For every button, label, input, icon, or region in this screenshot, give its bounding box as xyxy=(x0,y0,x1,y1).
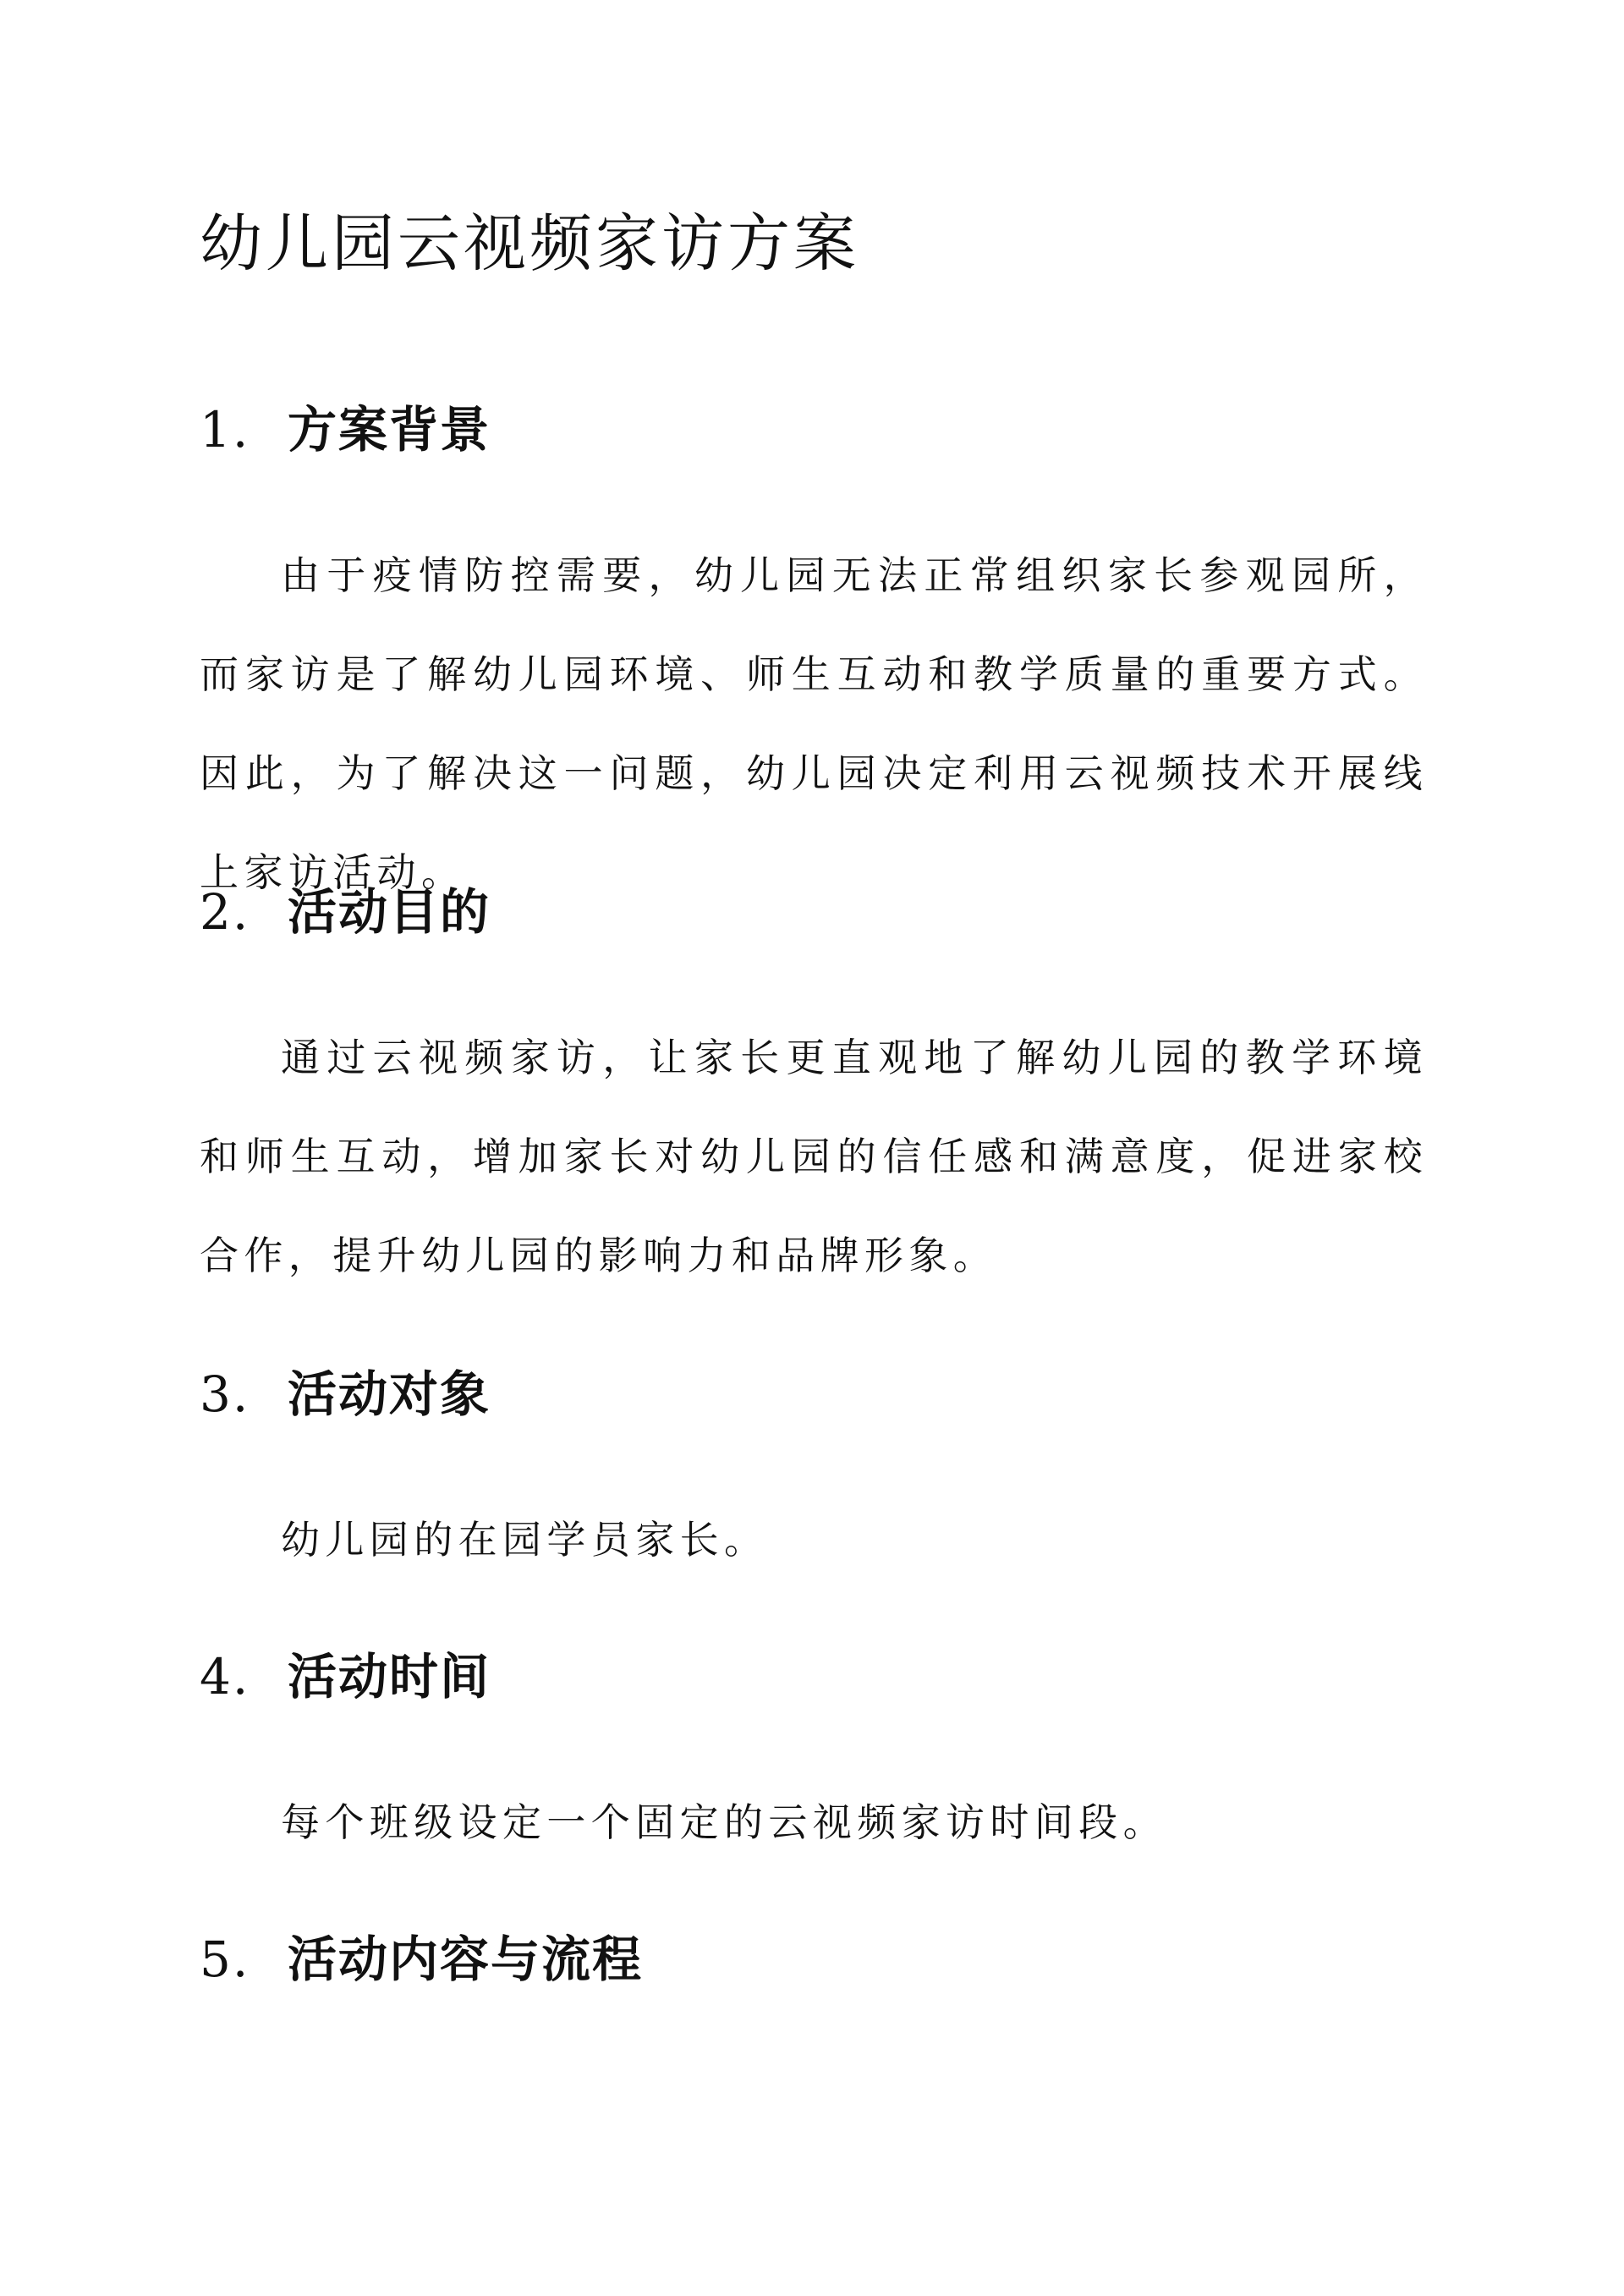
section-body-audience: 幼儿园的在园学员家长。 xyxy=(281,1517,769,1563)
section-body-purpose: 通过云视频家访，让家长更直观地了解幼儿园的教学环境和师生互动，增加家长对幼儿园的信任感和满意度，促进家校合作，提升幼儿园的影响力和品牌形象。 xyxy=(200,1035,1428,1278)
section-number: 5. xyxy=(200,1931,250,1988)
section-heading-content-flow xyxy=(200,1925,643,1993)
section-number: 4. xyxy=(200,1648,250,1706)
section-title: 活动目的 xyxy=(288,883,491,941)
section-title: 活动内容与流程 xyxy=(288,1931,644,1988)
section-body-time: 每个班级设定一个固定的云视频家访时间段。 xyxy=(281,1799,1167,1845)
section-number: 1. xyxy=(200,401,250,459)
document-title: 幼儿园云视频家访方案 xyxy=(200,207,859,280)
section-body-background: 由于疫情防控需要，幼儿园无法正常组织家长参观园所，而家访是了解幼儿园环境、师生互动和教学质量的重要方式。因此，为了解决这一问题，幼儿园决定利用云视频技术开展线上家访活动。 xyxy=(200,552,1428,895)
section-heading-time xyxy=(200,1643,491,1711)
section-heading-audience xyxy=(200,1360,491,1428)
section-number: 2. xyxy=(200,883,250,941)
section-title: 活动时间 xyxy=(288,1648,491,1706)
section-heading-purpose xyxy=(200,878,491,946)
section-number: 3. xyxy=(200,1365,250,1423)
section-title: 活动对象 xyxy=(288,1365,491,1423)
section-title: 方案背景 xyxy=(288,401,491,459)
section-heading-background xyxy=(200,396,491,464)
